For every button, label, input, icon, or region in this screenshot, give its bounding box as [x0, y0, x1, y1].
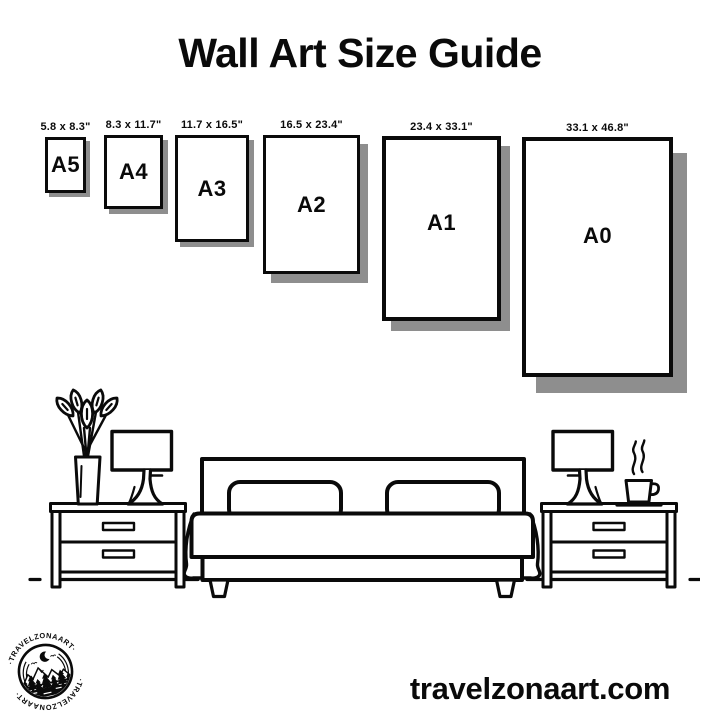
coffee-cup-icon: [617, 441, 661, 506]
size-frame-a1: [382, 121, 501, 321]
frame-dimensions: 11.7 x 16.5": [180, 119, 244, 131]
table-lamp-icon: [553, 432, 613, 505]
brand-logo: [6, 627, 85, 716]
frame-dimensions: 8.3 x 11.7": [105, 119, 162, 131]
logo-text-top: ·TRAVELZONAART·: [6, 630, 79, 666]
size-frame-a4: [104, 119, 163, 209]
bedroom-illustration: [20, 385, 700, 600]
nightstand-icon: [51, 504, 186, 588]
frame-label: A3: [197, 175, 227, 201]
nightstand-icon: [542, 504, 677, 588]
website-url: travelzonaart.com: [409, 671, 671, 706]
table-lamp-icon: [112, 432, 172, 505]
frame-label: A4: [118, 159, 149, 184]
size-frame-a5: [40, 121, 91, 193]
frame-label: A5: [50, 152, 81, 177]
double-bed-icon: [184, 459, 540, 597]
size-frame-a3: [175, 119, 249, 242]
frame-label: A0: [582, 223, 613, 248]
frame-dimensions: 5.8 x 8.3": [40, 121, 91, 133]
page-title: Wall Art Size Guide: [178, 30, 542, 76]
frame-dimensions: 16.5 x 23.4": [280, 119, 343, 131]
frame-dimensions: 23.4 x 33.1": [410, 121, 473, 133]
frame-label: A2: [296, 191, 327, 217]
frame-label: A1: [426, 209, 457, 235]
logo-text-bottom: ·TRAVELZONAART·: [12, 677, 85, 713]
size-frame-a0: [522, 122, 673, 377]
frame-dimensions: 33.1 x 46.8": [566, 122, 629, 134]
size-frame-a2: [263, 119, 360, 274]
